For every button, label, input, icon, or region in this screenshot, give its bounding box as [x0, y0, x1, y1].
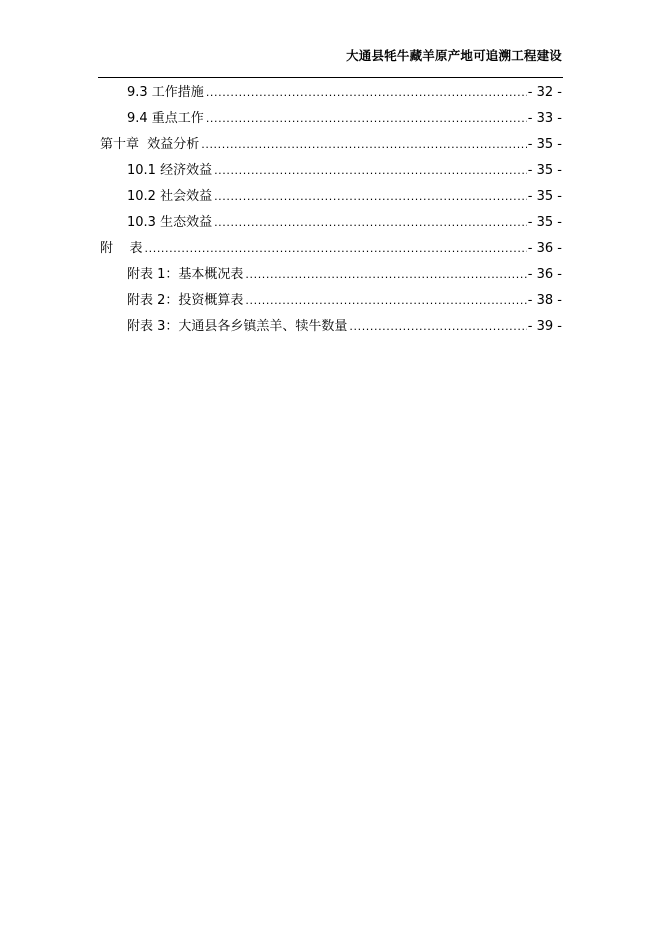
toc-entry-page: - 32 -: [527, 85, 562, 100]
toc-entry[interactable]: [100, 213, 562, 239]
toc-entry[interactable]: [100, 109, 562, 135]
toc-entry-label: 附表 3：大通县各乡镇羔羊、犊牛数量: [127, 319, 348, 334]
toc-entry-label: 附表 1：基本概况表: [127, 267, 244, 282]
toc-leader-dots: [245, 265, 526, 285]
toc-leader-dots: [245, 291, 526, 311]
toc-leader-dots: [206, 83, 527, 103]
toc-leader-dots: [201, 135, 527, 155]
toc-entry-page: - 35 -: [527, 215, 562, 230]
toc-leader-dots: [206, 109, 527, 129]
toc-entry-chapter[interactable]: [100, 135, 562, 161]
header-divider: [98, 77, 563, 78]
toc-entry-label: 9.3 工作措施: [127, 85, 204, 100]
header-title: 大通县牦牛藏羊原产地可追溯工程建设: [346, 48, 562, 63]
toc-entry[interactable]: [100, 291, 562, 317]
toc-entry-page: - 33 -: [527, 111, 562, 126]
toc-leader-dots: [214, 161, 527, 181]
toc-entry-page: - 36 -: [527, 241, 562, 256]
toc-entry-appendix[interactable]: [100, 239, 562, 265]
toc-entry-label: 附表 2：投资概算表: [127, 293, 244, 308]
toc-entry-label: 附 表: [100, 241, 143, 256]
toc-leader-dots: [214, 213, 527, 233]
toc-entry-page: - 35 -: [527, 189, 562, 204]
toc-entry-label: 10.1 经济效益: [127, 163, 213, 178]
toc-entry[interactable]: [100, 265, 562, 291]
toc-entry-page: - 36 -: [527, 267, 562, 282]
toc-leader-dots: [145, 239, 527, 259]
toc-entry-page: - 38 -: [527, 293, 562, 308]
toc-entry[interactable]: [100, 317, 562, 343]
toc-entry[interactable]: [100, 161, 562, 187]
toc-entry-page: - 35 -: [527, 163, 562, 178]
toc-entry-label: 9.4 重点工作: [127, 111, 204, 126]
toc-entry[interactable]: [100, 83, 562, 109]
toc-entry-label: 10.3 生态效益: [127, 215, 213, 230]
toc-entry-page: - 39 -: [527, 319, 562, 334]
toc-entry-label: 第十章 效益分析: [100, 137, 200, 152]
toc-entry[interactable]: [100, 187, 562, 213]
toc-leader-dots: [349, 317, 526, 337]
toc-leader-dots: [214, 187, 527, 207]
toc-entry-page: - 35 -: [527, 137, 562, 152]
table-of-contents: [100, 83, 562, 343]
toc-entry-label: 10.2 社会效益: [127, 189, 213, 204]
